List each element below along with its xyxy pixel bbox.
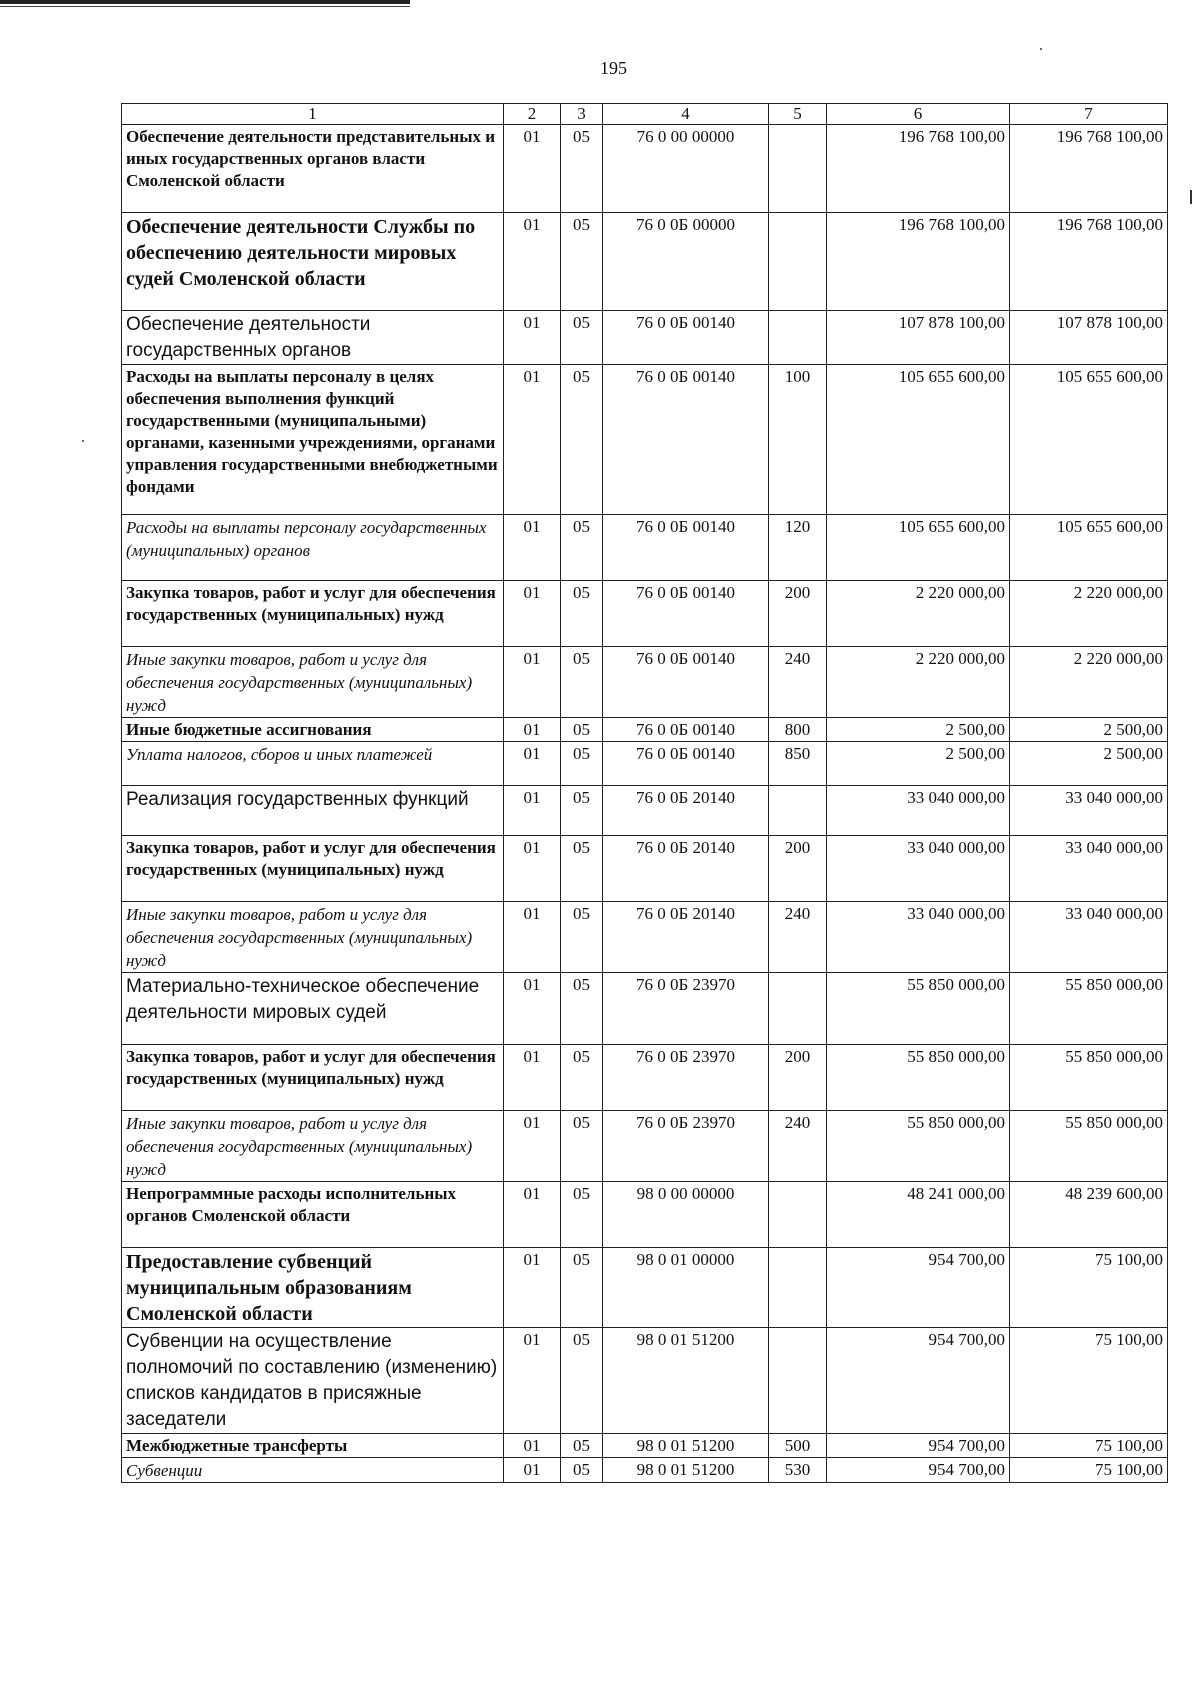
expense-type-cell	[769, 1328, 827, 1434]
expense-type-cell: 200	[769, 836, 827, 902]
amount-col7-cell: 2 500,00	[1010, 742, 1168, 786]
amount-col6-cell: 55 850 000,00	[827, 1045, 1010, 1111]
amount-col7-cell: 55 850 000,00	[1010, 1045, 1168, 1111]
expense-name-cell: Уплата налогов, сборов и иных платежей	[122, 742, 504, 786]
section-code-cell: 01	[504, 365, 561, 515]
expense-name-cell: Расходы на выплаты персоналу в целях обеспечения выполнения функций государственными (муниципальными) органами, казенными учреждениями, органами управления государственными внебюджетными фондами	[122, 365, 504, 515]
target-article-cell: 76 0 0Б 20140	[603, 836, 769, 902]
amount-col7-cell: 55 850 000,00	[1010, 973, 1168, 1045]
expense-type-cell: 200	[769, 1045, 827, 1111]
table-row	[122, 1111, 1168, 1182]
table-row	[122, 1248, 1168, 1328]
section-code-cell: 01	[504, 973, 561, 1045]
subsection-code-cell: 05	[561, 902, 603, 973]
subsection-code-cell: 05	[561, 125, 603, 213]
target-article-cell: 76 0 0Б 00140	[603, 515, 769, 581]
section-code-cell: 01	[504, 1458, 561, 1483]
amount-col6-cell: 105 655 600,00	[827, 515, 1010, 581]
amount-col6-cell: 48 241 000,00	[827, 1182, 1010, 1248]
expense-type-cell: 500	[769, 1434, 827, 1458]
subsection-code-cell: 05	[561, 213, 603, 311]
expense-type-cell	[769, 125, 827, 213]
table-row	[122, 1434, 1168, 1458]
amount-col6-cell: 2 220 000,00	[827, 647, 1010, 718]
table-row	[122, 1045, 1168, 1111]
subsection-code-cell: 05	[561, 1045, 603, 1111]
amount-col6-cell: 33 040 000,00	[827, 786, 1010, 836]
amount-col6-cell: 33 040 000,00	[827, 836, 1010, 902]
expense-name-cell: Обеспечение деятельности представительных и иных государственных органов власти Смоленской области	[122, 125, 504, 213]
expense-type-cell: 200	[769, 581, 827, 647]
subsection-code-cell: 05	[561, 973, 603, 1045]
section-code-cell: 01	[504, 1111, 561, 1182]
column-header: 1	[122, 104, 504, 125]
section-code-cell: 01	[504, 515, 561, 581]
subsection-code-cell: 05	[561, 1111, 603, 1182]
subsection-code-cell: 05	[561, 718, 603, 742]
amount-col6-cell: 954 700,00	[827, 1328, 1010, 1434]
amount-col6-cell: 2 220 000,00	[827, 581, 1010, 647]
section-code-cell: 01	[504, 213, 561, 311]
amount-col6-cell: 196 768 100,00	[827, 213, 1010, 311]
expense-type-cell	[769, 311, 827, 365]
table-row	[122, 311, 1168, 365]
section-code-cell: 01	[504, 311, 561, 365]
table-row	[122, 125, 1168, 213]
amount-col7-cell: 75 100,00	[1010, 1328, 1168, 1434]
expense-type-cell	[769, 786, 827, 836]
expense-type-cell: 120	[769, 515, 827, 581]
expense-name-cell: Иные закупки товаров, работ и услуг для обеспечения государственных (муниципальных) нужд	[122, 902, 504, 973]
amount-col7-cell: 55 850 000,00	[1010, 1111, 1168, 1182]
amount-col6-cell: 196 768 100,00	[827, 125, 1010, 213]
expense-name-cell: Иные закупки товаров, работ и услуг для обеспечения государственных (муниципальных) нужд	[122, 1111, 504, 1182]
expense-name-cell: Закупка товаров, работ и услуг для обеспечения государственных (муниципальных) нужд	[122, 836, 504, 902]
amount-col6-cell: 105 655 600,00	[827, 365, 1010, 515]
amount-col7-cell: 75 100,00	[1010, 1248, 1168, 1328]
subsection-code-cell: 05	[561, 515, 603, 581]
scan-speck	[1040, 48, 1042, 50]
table-row	[122, 786, 1168, 836]
expense-name-cell: Обеспечение деятельности государственных органов	[122, 311, 504, 365]
section-code-cell: 01	[504, 125, 561, 213]
subsection-code-cell: 05	[561, 1458, 603, 1483]
expense-type-cell: 240	[769, 647, 827, 718]
table-row	[122, 973, 1168, 1045]
amount-col6-cell: 954 700,00	[827, 1458, 1010, 1483]
amount-col7-cell: 33 040 000,00	[1010, 836, 1168, 902]
expense-name-cell: Обеспечение деятельности Службы по обеспечению деятельности мировых судей Смоленской области	[122, 213, 504, 311]
target-article-cell: 76 0 0Б 20140	[603, 902, 769, 973]
table-row	[122, 515, 1168, 581]
column-header: 3	[561, 104, 603, 125]
expense-name-cell: Закупка товаров, работ и услуг для обеспечения государственных (муниципальных) нужд	[122, 1045, 504, 1111]
table-row	[122, 742, 1168, 786]
section-code-cell: 01	[504, 1434, 561, 1458]
expense-name-cell: Реализация государственных функций	[122, 786, 504, 836]
section-code-cell: 01	[504, 902, 561, 973]
amount-col6-cell: 55 850 000,00	[827, 1111, 1010, 1182]
target-article-cell: 76 0 0Б 00140	[603, 718, 769, 742]
amount-col7-cell: 2 500,00	[1010, 718, 1168, 742]
subsection-code-cell: 05	[561, 1248, 603, 1328]
section-code-cell: 01	[504, 1248, 561, 1328]
target-article-cell: 76 0 0Б 23970	[603, 1045, 769, 1111]
amount-col7-cell: 75 100,00	[1010, 1434, 1168, 1458]
section-code-cell: 01	[504, 1045, 561, 1111]
section-code-cell: 01	[504, 581, 561, 647]
scan-speck	[1190, 190, 1192, 204]
amount-col6-cell: 2 500,00	[827, 718, 1010, 742]
amount-col7-cell: 196 768 100,00	[1010, 125, 1168, 213]
target-article-cell: 76 0 0Б 00140	[603, 365, 769, 515]
subsection-code-cell: 05	[561, 581, 603, 647]
target-article-cell: 76 0 0Б 23970	[603, 1111, 769, 1182]
expense-name-cell: Расходы на выплаты персоналу государственных (муниципальных) органов	[122, 515, 504, 581]
expense-type-cell: 530	[769, 1458, 827, 1483]
target-article-cell: 76 0 0Б 00140	[603, 742, 769, 786]
table-header-row	[122, 104, 1168, 125]
section-code-cell: 01	[504, 718, 561, 742]
amount-col7-cell: 2 220 000,00	[1010, 647, 1168, 718]
amount-col7-cell: 196 768 100,00	[1010, 213, 1168, 311]
subsection-code-cell: 05	[561, 836, 603, 902]
table-row	[122, 836, 1168, 902]
amount-col7-cell: 105 655 600,00	[1010, 365, 1168, 515]
budget-table	[121, 103, 1168, 1483]
expense-type-cell: 850	[769, 742, 827, 786]
expense-type-cell: 100	[769, 365, 827, 515]
target-article-cell: 98 0 00 00000	[603, 1182, 769, 1248]
expense-type-cell: 800	[769, 718, 827, 742]
subsection-code-cell: 05	[561, 647, 603, 718]
amount-col6-cell: 107 878 100,00	[827, 311, 1010, 365]
amount-col7-cell: 33 040 000,00	[1010, 902, 1168, 973]
amount-col6-cell: 954 700,00	[827, 1248, 1010, 1328]
subsection-code-cell: 05	[561, 1434, 603, 1458]
amount-col7-cell: 75 100,00	[1010, 1458, 1168, 1483]
subsection-code-cell: 05	[561, 1328, 603, 1434]
amount-col7-cell: 107 878 100,00	[1010, 311, 1168, 365]
target-article-cell: 76 0 0Б 00140	[603, 647, 769, 718]
subsection-code-cell: 05	[561, 1182, 603, 1248]
amount-col7-cell: 2 220 000,00	[1010, 581, 1168, 647]
table-row	[122, 1328, 1168, 1434]
top-scan-rule	[0, 0, 410, 4]
target-article-cell: 98 0 01 51200	[603, 1458, 769, 1483]
expense-name-cell: Иные бюджетные ассигнования	[122, 718, 504, 742]
expense-name-cell: Предоставление субвенций муниципальным образованиям Смоленской области	[122, 1248, 504, 1328]
section-code-cell: 01	[504, 786, 561, 836]
section-code-cell: 01	[504, 647, 561, 718]
target-article-cell: 76 0 0Б 00140	[603, 581, 769, 647]
expense-name-cell: Субвенции на осуществление полномочий по составлению (изменению) списков кандидатов в присяжные заседатели	[122, 1328, 504, 1434]
amount-col7-cell: 48 239 600,00	[1010, 1182, 1168, 1248]
column-header: 2	[504, 104, 561, 125]
expense-type-cell	[769, 973, 827, 1045]
expense-name-cell: Материально-техническое обеспечение деятельности мировых судей	[122, 973, 504, 1045]
section-code-cell: 01	[504, 1182, 561, 1248]
target-article-cell: 76 0 0Б 00000	[603, 213, 769, 311]
amount-col6-cell: 954 700,00	[827, 1434, 1010, 1458]
amount-col6-cell: 2 500,00	[827, 742, 1010, 786]
target-article-cell: 76 0 0Б 20140	[603, 786, 769, 836]
expense-name-cell: Закупка товаров, работ и услуг для обеспечения государственных (муниципальных) нужд	[122, 581, 504, 647]
amount-col7-cell: 33 040 000,00	[1010, 786, 1168, 836]
table-row	[122, 1182, 1168, 1248]
table-row	[122, 1458, 1168, 1483]
scan-speck	[82, 440, 84, 442]
table-row	[122, 581, 1168, 647]
expense-name-cell: Иные закупки товаров, работ и услуг для обеспечения государственных (муниципальных) нужд	[122, 647, 504, 718]
subsection-code-cell: 05	[561, 365, 603, 515]
page-number: 195	[600, 58, 627, 78]
table-row	[122, 718, 1168, 742]
amount-col6-cell: 55 850 000,00	[827, 973, 1010, 1045]
target-article-cell: 98 0 01 51200	[603, 1328, 769, 1434]
target-article-cell: 76 0 00 00000	[603, 125, 769, 213]
expense-type-cell: 240	[769, 902, 827, 973]
target-article-cell: 98 0 01 00000	[603, 1248, 769, 1328]
subsection-code-cell: 05	[561, 786, 603, 836]
expense-name-cell: Непрограммные расходы исполнительных органов Смоленской области	[122, 1182, 504, 1248]
subsection-code-cell: 05	[561, 742, 603, 786]
top-scan-rule-thin	[0, 6, 410, 7]
section-code-cell: 01	[504, 836, 561, 902]
column-header: 5	[769, 104, 827, 125]
column-header: 7	[1010, 104, 1168, 125]
section-code-cell: 01	[504, 742, 561, 786]
table-row	[122, 213, 1168, 311]
target-article-cell: 98 0 01 51200	[603, 1434, 769, 1458]
table-row	[122, 902, 1168, 973]
expense-name-cell: Межбюджетные трансферты	[122, 1434, 504, 1458]
table-row	[122, 647, 1168, 718]
column-header: 4	[603, 104, 769, 125]
expense-type-cell	[769, 1182, 827, 1248]
amount-col7-cell: 105 655 600,00	[1010, 515, 1168, 581]
expense-type-cell: 240	[769, 1111, 827, 1182]
subsection-code-cell: 05	[561, 311, 603, 365]
expense-name-cell: Субвенции	[122, 1458, 504, 1483]
section-code-cell: 01	[504, 1328, 561, 1434]
expense-type-cell	[769, 213, 827, 311]
table-row	[122, 365, 1168, 515]
column-header: 6	[827, 104, 1010, 125]
expense-type-cell	[769, 1248, 827, 1328]
target-article-cell: 76 0 0Б 23970	[603, 973, 769, 1045]
target-article-cell: 76 0 0Б 00140	[603, 311, 769, 365]
amount-col6-cell: 33 040 000,00	[827, 902, 1010, 973]
